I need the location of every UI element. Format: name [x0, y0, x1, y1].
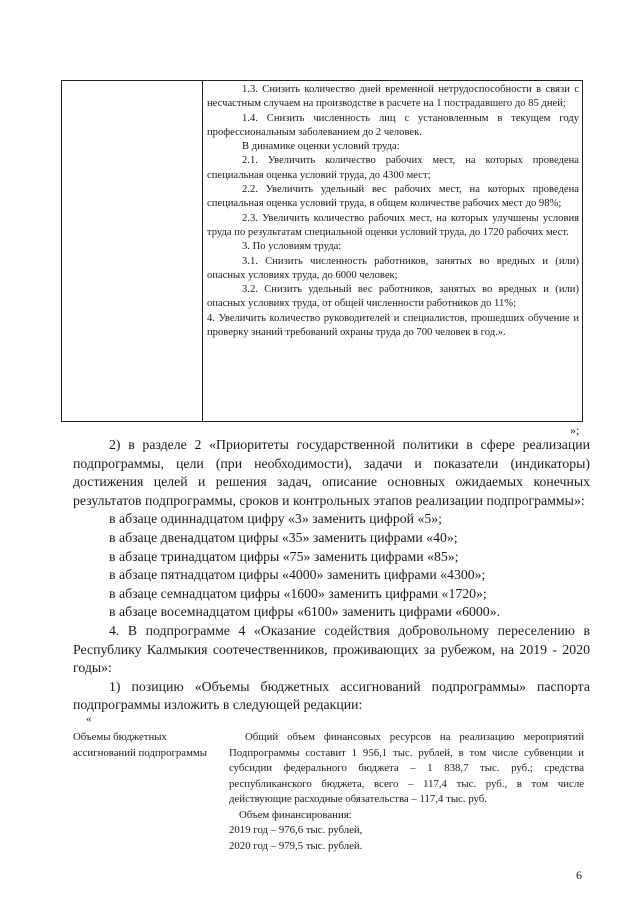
table-row: 2.3. Увеличить количество рабочих мест, на которых улучшены условия труда по результатам специальной оценки условий труда, до 1720 рабочих мест.: [207, 212, 579, 238]
table-row: 3.1. Снизить численность работников, занятых во вредных и (или) опасных условиях труда, до 6000 человек;: [207, 255, 579, 281]
table-row: 2.2. Увеличить удельный вес рабочих мест, на которых проведена специальная оценка условий труда, в общем количестве рабочих мест до 98%;: [207, 184, 579, 210]
list-item: в абзаце тринадцатом цифры «75» заменить цифрами «85»;: [109, 548, 459, 564]
paragraph-section-2: 2) в разделе 2 «Приоритеты государственной политики в сфере реализации подпрограммы, цели (при необходимости), задачи и показатели (индикаторы) достижения целей и решения задач, описание основных ожидаемых конечных результатов подпрограммы, сроков и контрольных этапов реализации подпрограммы»:: [73, 437, 590, 508]
page-number: 6: [576, 868, 582, 882]
table-row: В динамике оценки условий труда:: [242, 141, 400, 153]
financing-title: Объем финансирования:: [239, 808, 352, 821]
table-row: 4. Увеличить количество руководителей и специалистов, прошедших обучение и проверку знаний требований охраны труда до 700 человек в год.».: [207, 312, 579, 339]
list-item: в абзаце пятнадцатом цифры «4000» заменить цифрами «4300»;: [109, 567, 486, 583]
financing-2019: 2019 год – 976,6 тыс. рублей,: [229, 824, 363, 836]
list-item: в абзаце двенадцатом цифры «35» заменить цифрами «40»;: [109, 529, 458, 545]
table-row: 3. По условиям труда:: [242, 241, 342, 253]
table-row: 1.3. Снизить количество дней временной нетрудоспособности в связи с несчастным случаем на производстве в расчете на 1 пострадавшего до 85 дней;: [207, 84, 579, 110]
closing-quote: »;: [570, 423, 580, 437]
list-item: в абзаце семнадцатом цифры «1600» заменить цифрами «1720»;: [109, 585, 487, 601]
list-item: в абзаце одиннадцатом цифру «3» заменить цифрой «5»;: [109, 511, 443, 527]
paragraph-passport: 1) позицию «Объемы бюджетных ассигнований подпрограммы» паспорта подпрограммы изложить в следующей редакции:: [73, 678, 590, 713]
document-body: [73, 436, 590, 715]
list-item: в абзаце восемнадцатом цифры «6100» заменить цифрами «6000».: [109, 604, 501, 620]
passport-label: Объемы бюджетных ассигнований подпрограммы: [73, 731, 208, 759]
opening-quote: «: [86, 713, 92, 725]
paragraph-subprogram-4: 4. В подпрограмме 4 «Оказание содействия добровольному переселению в Республику Калмыкия соотечественников, проживающих за рубежом, на 2019 - 2020 годы»:: [73, 622, 590, 676]
table-row: 2.1. Увеличить количество рабочих мест, на которых проведена специальная оценка условий труда, до 4300 мест;: [207, 155, 579, 181]
indicators-table: [61, 80, 583, 422]
financing-2020: 2020 год – 979,5 тыс. рублей.: [229, 839, 363, 852]
table-right-column: [207, 83, 579, 340]
table-left-column: [62, 81, 203, 421]
table-row: 1.4. Снизить численность лиц с установленным в текущем году профессиональным заболеванием до 2 человек.: [207, 112, 579, 138]
passport-text: Общий объем финансовых ресурсов на реализацию мероприятий Подпрограммы составит 1 956,1 тыс. рублей, в том числе субвенции и субсидии федерального бюджета – 1 838,7 тыс. руб.; средства республиканского бюджета, всего – 117,4 тыс. руб., в том числе действующие расходные обязательства – 117,4 тыс. руб.: [229, 731, 584, 805]
table-row: 3.2. Снизить удельный вес работников, занятых во вредных и (или) опасных условиях труда, от общей численности работников до 11%;: [207, 284, 579, 310]
passport-content: [229, 730, 584, 854]
